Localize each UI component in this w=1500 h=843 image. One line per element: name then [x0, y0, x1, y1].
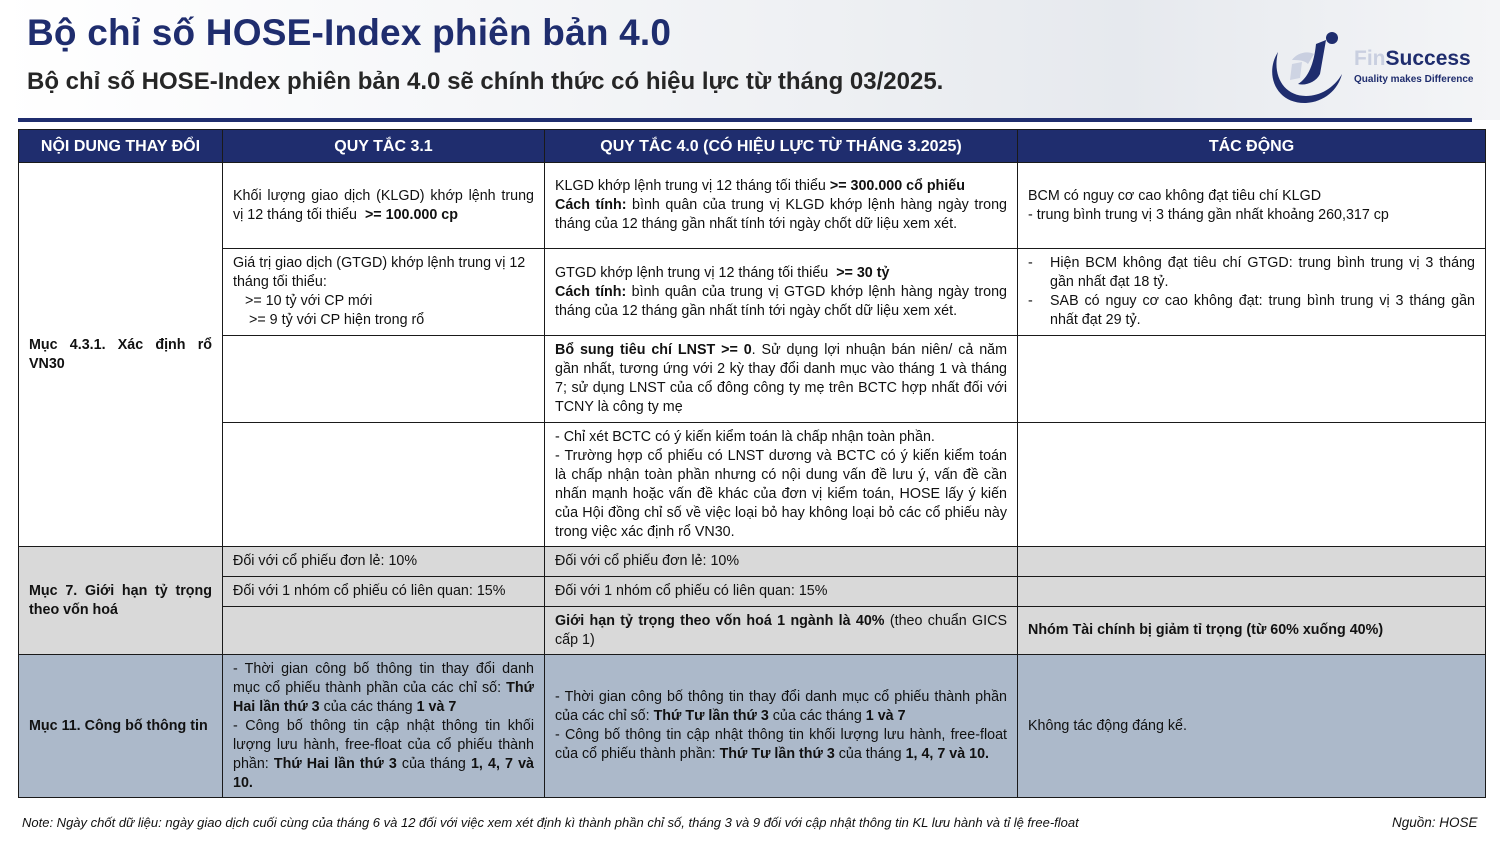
table-row [19, 577, 1486, 607]
column-header: QUY TẮC 4.0 (CÓ HIỆU LỰC TỪ THÁNG 3.2025) [545, 130, 1018, 163]
rule31-cell: Đối với 1 nhóm cổ phiếu có liên quan: 15% [223, 577, 545, 607]
table-row [19, 547, 1486, 577]
table-row [19, 607, 1486, 655]
rule31-cell [223, 607, 545, 655]
rule31-cell: Đối với cổ phiếu đơn lẻ: 10% [223, 547, 545, 577]
table-row [19, 249, 1486, 336]
table-header-row [19, 130, 1486, 163]
impact-cell [1018, 336, 1486, 423]
header-rule [18, 118, 1472, 122]
finsuccess-logo-icon [1262, 30, 1348, 108]
column-header: NỘI DUNG THAY ĐỔI [19, 130, 223, 163]
rule31-cell [223, 336, 545, 423]
finsuccess-logo [1262, 30, 1472, 108]
logo-tagline: Quality makes Difference [1354, 74, 1474, 85]
logo-wordmark: FinSuccess [1354, 47, 1471, 70]
section-label: Mục 11. Công bố thông tin [19, 655, 223, 798]
impact-cell: BCM có nguy cơ cao không đạt tiêu chí KLGD - trung bình trung vị 3 tháng gần nhất khoảng 260,317 cp [1018, 163, 1486, 249]
impact-cell: - Hiện BCM không đạt tiêu chí GTGD: trung bình trung vị 3 tháng gần nhất đạt 18 tỷ. - SAB có nguy cơ cao không đạt: trung bình trung vị 3 tháng gần nhất đạt 29 tỷ. [1018, 249, 1486, 336]
footnote: Note: Ngày chốt dữ liệu: ngày giao dịch cuối cùng của tháng 6 và 12 đối với việc xem xét định kì thành phần chỉ số, tháng 3 và 9 đối với cập nhật thông tin KL lưu hành và tỉ lệ free-float [22, 815, 1079, 830]
impact-cell [1018, 547, 1486, 577]
section-label: Mục 7. Giới hạn tỷ trọng theo vốn hoá [19, 547, 223, 655]
rule40-cell: KLGD khớp lệnh trung vị 12 tháng tối thiểu >= 300.000 cổ phiếu Cách tính: bình quân của trung vị KLGD khớp lệnh hàng ngày trong tháng của 12 tháng gần nhất tính tới ngày chốt dữ liệu xem xét. [545, 163, 1018, 249]
rule40-cell: GTGD khớp lệnh trung vị 12 tháng tối thiểu >= 30 tỷ Cách tính: bình quân của trung vị GTGD khớp lệnh hàng ngày trong tháng của 12 tháng gần nhất tính tới ngày chốt dữ liệu xem xét. [545, 249, 1018, 336]
rule31-cell: - Thời gian công bố thông tin thay đổi danh mục cổ phiếu thành phần của các chỉ số: Thứ Hai lần thứ 3 của các tháng 1 và 7 - Công bố thông tin cập nhật thông tin khối lượng lưu hành, free-float của cổ phiếu thành phần: Thứ Hai lần thứ 3 của tháng 1, 4, 7 và 10. [223, 655, 545, 798]
rule40-cell: Đối với cổ phiếu đơn lẻ: 10% [545, 547, 1018, 577]
rule40-cell: - Chỉ xét BCTC có ý kiến kiểm toán là chấp nhận toàn phần. - Trường hợp cổ phiếu có LNST dương và BCTC có ý kiến kiểm toán là chấp nhận toàn phần nhưng có nội dung vấn đề lưu ý, vấn đề cần nhấn mạnh hoặc vấn đề khác của đơn vị kiểm toán, HOSE lấy ý kiến của Hội đồng chỉ số về việc loại bỏ hay không loại bỏ các cổ phiếu này trong việc xác định rổ VN30. [545, 423, 1018, 547]
page-title: Bộ chỉ số HOSE-Index phiên bản 4.0 [27, 12, 672, 53]
rule31-cell: Khối lượng giao dịch (KLGD) khớp lệnh trung vị 12 tháng tối thiểu >= 100.000 cp [223, 163, 545, 249]
rule40-cell: Giới hạn tỷ trọng theo vốn hoá 1 ngành là 40% (theo chuẩn GICS cấp 1) [545, 607, 1018, 655]
section-label: Mục 4.3.1. Xác định rổ VN30 [19, 163, 223, 547]
rule40-cell: - Thời gian công bố thông tin thay đổi danh mục cổ phiếu thành phần của các chỉ số: Thứ Tư lần thứ 3 của các tháng 1 và 7 - Công bố thông tin cập nhật thông tin khối lượng lưu hành, free-float của cổ phiếu thành phần: Thứ Tư lần thứ 3 của tháng 1, 4, 7 và 10. [545, 655, 1018, 798]
comparison-table [18, 129, 1486, 798]
table-row [19, 655, 1486, 798]
impact-cell [1018, 577, 1486, 607]
column-header: QUY TẮC 3.1 [223, 130, 545, 163]
column-header: TÁC ĐỘNG [1018, 130, 1486, 163]
table-row [19, 336, 1486, 423]
table-row [19, 423, 1486, 547]
impact-cell: Nhóm Tài chính bị giảm tỉ trọng (từ 60% xuống 40%) [1018, 607, 1486, 655]
rule31-cell: Giá trị giao dịch (GTGD) khớp lệnh trung vị 12 tháng tối thiểu: >= 10 tỷ với CP mới >= 9 tỷ với CP hiện trong rổ [223, 249, 545, 336]
rule31-cell [223, 423, 545, 547]
rule40-cell: Đối với 1 nhóm cổ phiếu có liên quan: 15% [545, 577, 1018, 607]
table-row [19, 163, 1486, 249]
impact-cell: Không tác động đáng kể. [1018, 655, 1486, 798]
page-subtitle: Bộ chỉ số HOSE-Index phiên bản 4.0 sẽ chính thức có hiệu lực từ tháng 03/2025. [27, 68, 944, 95]
impact-cell [1018, 423, 1486, 547]
source-label: Nguồn: HOSE [1392, 815, 1478, 830]
rule40-cell: Bổ sung tiêu chí LNST >= 0. Sử dụng lợi nhuận bán niên/ cả năm gần nhất, tương ứng với 2 kỳ thay đổi danh mục vào tháng 1 và tháng 7; sử dụng LNST của cổ đông công ty mẹ trên BCTC hợp nhất đối với TCNY là công ty mẹ [545, 336, 1018, 423]
